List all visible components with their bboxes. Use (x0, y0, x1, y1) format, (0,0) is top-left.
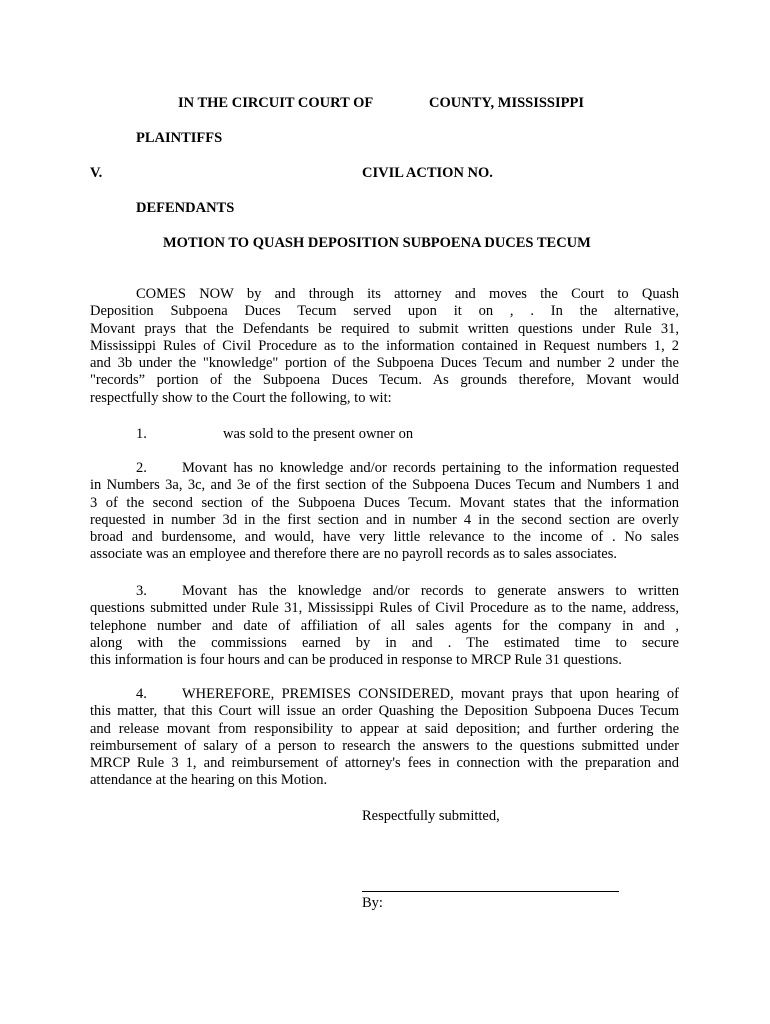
item-number: 2. (136, 460, 147, 476)
intro-paragraph (90, 286, 679, 407)
item-line: questions submitted under Rule 31, Mississippi Rules of Civil Procedure as to the name, address, (90, 600, 679, 617)
intro-line: Movant prays that the Defendants be required to submit written questions under Rule 31, (90, 320, 679, 337)
item-line: telephone number and date of affiliation of all sales agents for the company in and , (90, 617, 679, 634)
versus-label: V. (90, 165, 103, 181)
document-title: MOTION TO QUASH DEPOSITION SUBPOENA DUCES TECUM (163, 235, 591, 251)
item-line: in Numbers 3a, 3c, and 3e of the first section of the Subpoena Duces Tecum and Numbers 1 and (90, 477, 679, 494)
item-paragraph (90, 583, 679, 669)
signature-line (362, 891, 619, 892)
item-text: was sold to the present owner on (223, 426, 414, 442)
defendants-label: DEFENDANTS (136, 200, 235, 216)
item-line: MRCP Rule 3 1, and reimbursement of attorney's fees in connection with the preparation and (90, 755, 679, 772)
item-line: this matter, that this Court will issue an order Quashing the Deposition Subpoena Duces Tecum (90, 703, 679, 720)
item-paragraph (90, 686, 679, 790)
court-label-left: IN THE CIRCUIT COURT OF (178, 95, 374, 111)
by-label: By: (362, 895, 383, 911)
item-line: attendance at the hearing on this Motion. (90, 772, 328, 789)
civil-action-label: CIVIL ACTION NO. (362, 165, 493, 181)
item-number: 3. (136, 583, 147, 599)
intro-line: "records” portion of the Subpoena Duces Tecum. As grounds therefore, Movant would (90, 372, 679, 389)
item-number: 4. (136, 686, 147, 702)
intro-line: Deposition Subpoena Duces Tecum served upon it on , . In the alternative, (90, 303, 679, 320)
item-line: associate was an employee and therefore there are no payroll records as to sales associates. (90, 546, 618, 563)
respectfully-submitted: Respectfully submitted, (362, 808, 500, 824)
item-line: reimbursement of salary of a person to research the answers to the questions submitted under (90, 737, 679, 754)
item-line: and release movant from responsibility to appear at said deposition; and further ordering the (90, 720, 679, 737)
plaintiffs-label: PLAINTIFFS (136, 130, 223, 146)
item-line: broad and burdensome, and would, have very little relevance to the income of . No sales (90, 529, 679, 546)
item-line: this information is four hours and can be produced in response to MRCP Rule 31 questions. (90, 652, 622, 669)
intro-line: COMES NOW by and through its attorney and moves the Court to Quash (136, 286, 679, 302)
item-line: 3 of the second section of the Subpoena Duces Tecum. Movant states that the information (90, 494, 679, 511)
item-line: Movant has no knowledge and/or records pertaining to the information requested (182, 460, 679, 476)
intro-line: Mississippi Rules of Civil Procedure as to the information contained in Request numbers 1, 2 (90, 337, 679, 354)
item-number: 1. (136, 426, 147, 442)
item-paragraph (90, 460, 679, 564)
intro-line: and 3b under the "knowledge" portion of the Subpoena Duces Tecum and number 2 under the (90, 355, 679, 372)
item-line: Movant has the knowledge and/or records to generate answers to written (182, 583, 679, 599)
intro-line: respectfully show to the Court the following, to wit: (90, 389, 392, 406)
item-line: requested in number 3d in the first section and in number 4 in the second section are overly (90, 511, 679, 528)
court-label-right: COUNTY, MISSISSIPPI (429, 95, 584, 111)
item-line: WHEREFORE, PREMISES CONSIDERED, movant prays that upon hearing of (182, 686, 679, 702)
item-line: along with the commissions earned by in and . The estimated time to secure (90, 634, 679, 651)
